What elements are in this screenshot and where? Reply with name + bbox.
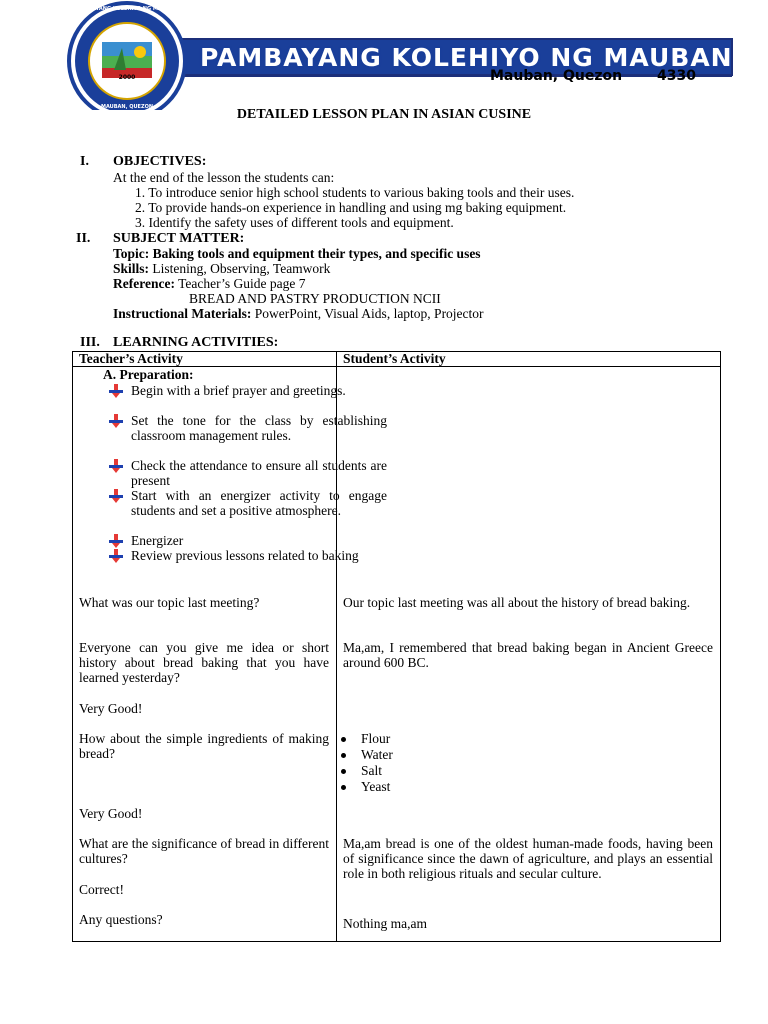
subject-matter-heading: SUBJECT MATTER: — [113, 231, 245, 246]
preparation-item: Begin with a brief prayer and greetings. — [131, 383, 387, 398]
student-answer: Ma,am bread is one of the oldest human-made foods, having been of significance since the dawn of agriculture, and plays an essential role in both religious rituals and secular culture. — [343, 836, 713, 881]
reference-line — [113, 276, 305, 292]
skills-value: Listening, Observing, Teamwork — [152, 261, 331, 276]
reference-line-2: BREAD AND PASTRY PRODUCTION NCII — [189, 291, 441, 306]
seal-text-top: PAMBAYANG KOLEHIYO NG MAUBAN — [76, 6, 178, 12]
arrow-bullet-icon — [109, 549, 123, 563]
objectives-numeral: I. — [80, 154, 89, 169]
topic-value: Baking tools and equipment their types, and specific uses — [152, 246, 481, 261]
learning-activities-numeral: III. — [80, 335, 100, 350]
seal-text-bottom: MAUBAN, QUEZON — [100, 104, 154, 110]
table-row — [73, 367, 721, 942]
topic-line — [113, 246, 481, 262]
objective-item: 1. To introduce senior high school students to various baking tools and their uses. — [135, 185, 575, 200]
subject-matter-numeral: II. — [76, 231, 91, 246]
student-answer: Nothing ma,am — [343, 916, 427, 931]
bullet-icon — [341, 753, 346, 758]
teacher-question: Any questions? — [79, 912, 163, 927]
teacher-question: How about the simple ingredients of making bread? — [79, 731, 329, 761]
seal-year: 2000 — [118, 74, 136, 81]
learning-activities-heading: LEARNING ACTIVITIES: — [113, 335, 279, 350]
skills-line — [113, 261, 330, 277]
objective-item: 3. Identify the safety uses of different tools and equipment. — [135, 215, 454, 230]
document-title: DETAILED LESSON PLAN IN ASIAN CUSINE — [236, 107, 532, 122]
school-seal-icon — [69, 3, 185, 110]
school-header — [0, 0, 768, 110]
skills-label: Skills: — [113, 261, 150, 276]
teacher-feedback: Correct! — [79, 882, 124, 897]
preparation-item: Energizer — [131, 533, 387, 548]
preparation-item: Set the tone for the class by establishing classroom management rules. — [131, 413, 387, 443]
school-name: PAMBAYANG KOLEHIYO NG MAUBAN — [200, 43, 733, 72]
arrow-bullet-icon — [109, 489, 123, 503]
teacher-praise: Very Good! — [79, 806, 143, 821]
student-answer: Ma,am, I remembered that bread baking began in Ancient Greece around 600 BC. — [343, 640, 713, 670]
arrow-bullet-icon — [109, 534, 123, 548]
preparation-item: Check the attendance to ensure all students are present — [131, 458, 387, 488]
objectives-heading: OBJECTIVES: — [113, 154, 207, 169]
bullet-icon — [341, 785, 346, 790]
materials-line — [113, 306, 484, 322]
arrow-bullet-icon — [109, 459, 123, 473]
ingredient-item: Yeast — [361, 779, 390, 795]
ingredient-item: Water — [361, 747, 393, 763]
ingredient-item: Flour — [361, 731, 390, 747]
bullet-icon — [341, 737, 346, 742]
student-answer: Our topic last meeting was all about the history of bread baking. — [343, 595, 691, 610]
reference-label: Reference: — [113, 276, 175, 291]
student-column-header: Student’s Activity — [337, 352, 721, 367]
preparation-item: Review previous lessons related to baking — [131, 548, 387, 563]
objective-item: 2. To provide hands-on experience in handling and using mg baking equipment. — [135, 200, 567, 215]
teacher-column-header: Teacher’s Activity — [73, 352, 337, 367]
teacher-question: Everyone can you give me idea or short history about bread baking that you have learned yesterday? — [79, 640, 329, 685]
bullet-icon — [341, 769, 346, 774]
school-zip: 4330 — [657, 68, 696, 84]
materials-label: Instructional Materials: — [113, 306, 252, 321]
teacher-praise: Very Good! — [79, 701, 143, 716]
student-activity-cell — [337, 367, 721, 942]
materials-value: PowerPoint, Visual Aids, laptop, Projector — [254, 306, 484, 321]
preparation-item: Start with an energizer activity to engage students and set a positive atmosphere. — [131, 488, 387, 518]
activities-table — [72, 351, 721, 942]
table-header-row — [73, 352, 721, 367]
objectives-intro: At the end of the lesson the students can: — [113, 170, 335, 185]
teacher-question: What are the significance of bread in different cultures? — [79, 836, 329, 866]
teacher-question: What was our topic last meeting? — [79, 595, 260, 610]
ingredient-item: Salt — [361, 763, 382, 779]
topic-label: Topic: — [113, 246, 150, 261]
arrow-bullet-icon — [109, 384, 123, 398]
school-location: Mauban, Quezon — [490, 68, 623, 84]
arrow-bullet-icon — [109, 414, 123, 428]
reference-value: Teacher’s Guide page 7 — [178, 276, 306, 291]
preparation-heading: A. Preparation: — [103, 367, 194, 382]
